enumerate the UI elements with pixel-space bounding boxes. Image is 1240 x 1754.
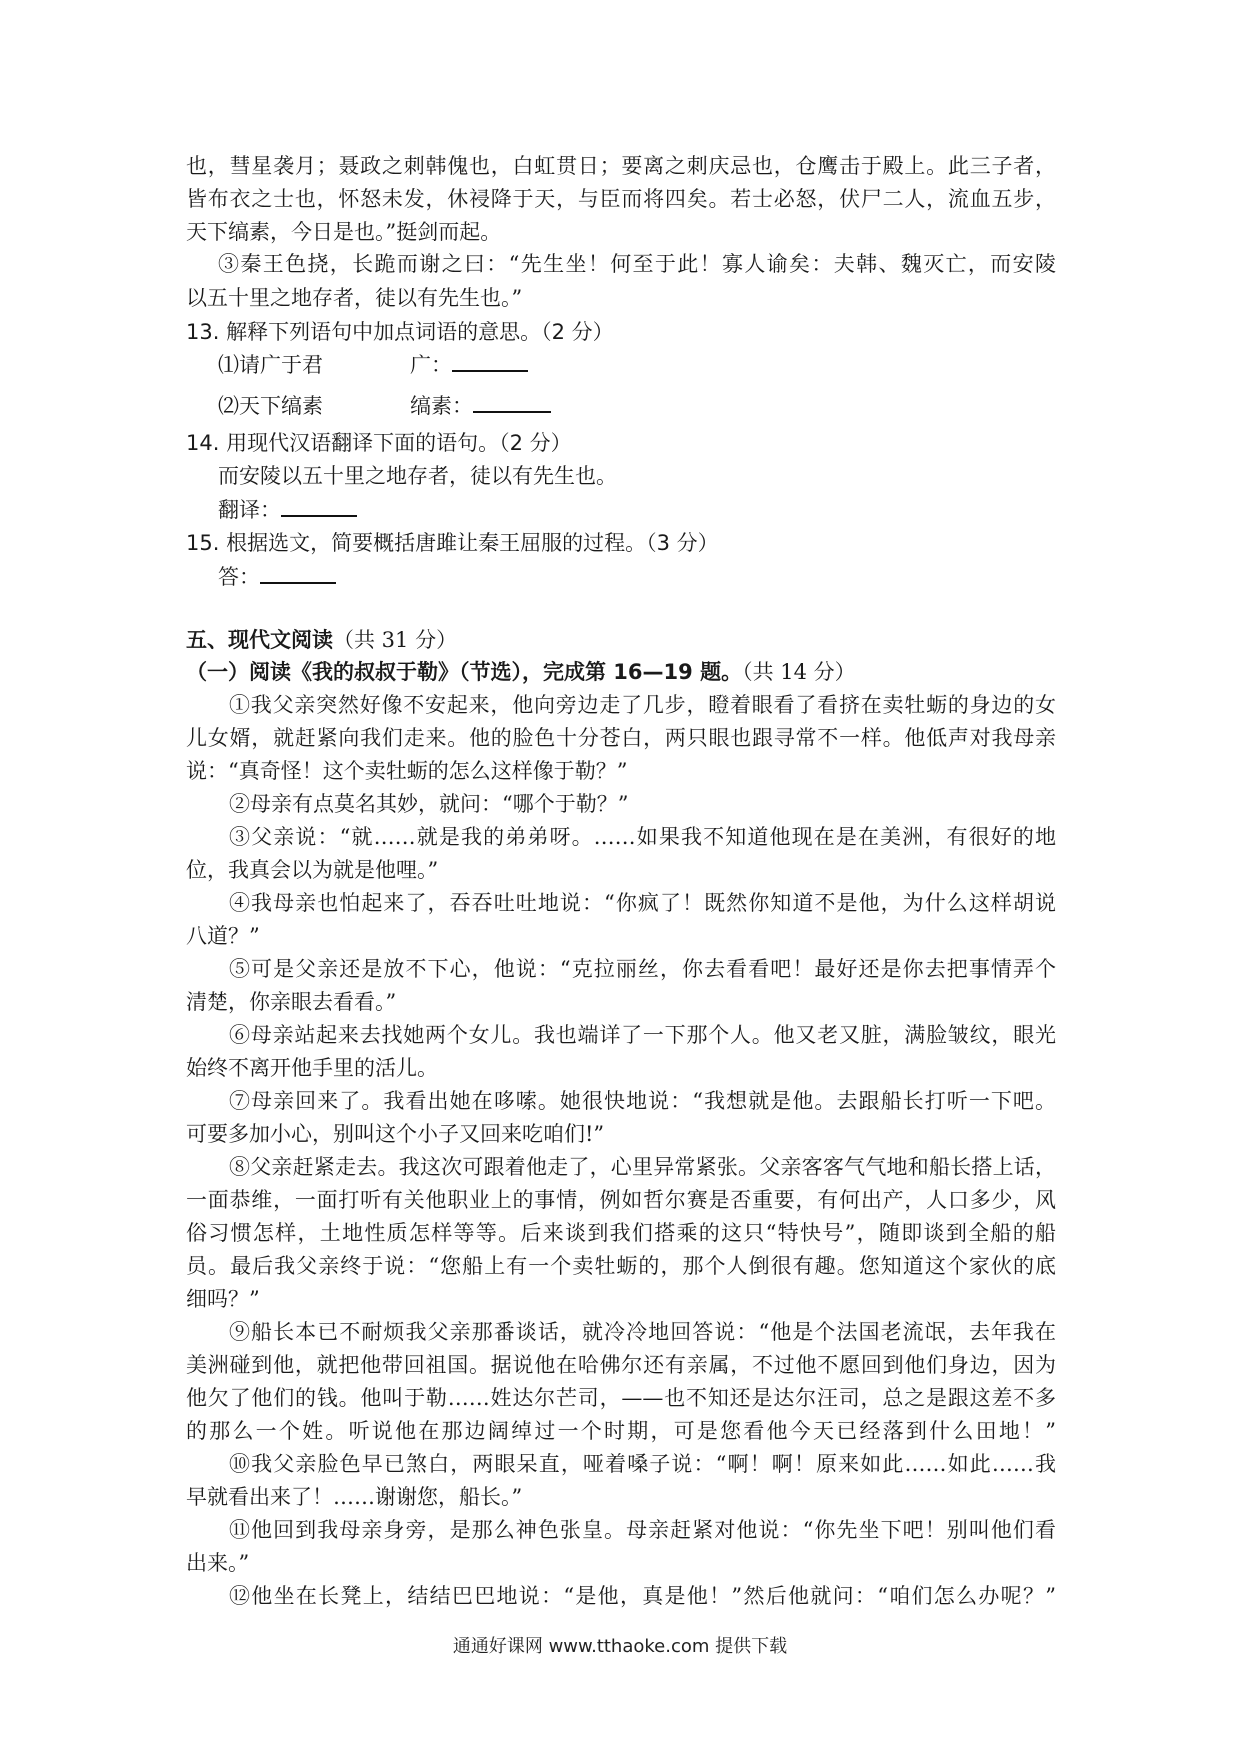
subsection-heading [186, 655, 856, 689]
passage-line: 天下缟素，今日是也。”挺剑而起。 [186, 220, 502, 244]
story-line: 清楚，你亲眼去看看。” [186, 990, 397, 1014]
story-line: 始终不离开他手里的活儿。 [186, 1056, 438, 1080]
question-15-answer [218, 560, 336, 594]
story-line: ⑪他回到我母亲身旁，是那么神色张皇。母亲赶紧对他说：“你先坐下吧！别叫他们看 [229, 1518, 1056, 1542]
story-line: 一面恭维，一面打听有关他职业上的事情，例如哲尔赛是否重要，有何出产，人口多少，风 [186, 1188, 1056, 1212]
question-15-title: 15. 根据选文，简要概括唐雎让秦王屈服的过程。（3 分） [186, 531, 719, 555]
story-line: ②母亲有点莫名其妙，就问：“哪个于勒？” [229, 792, 629, 816]
story-line: 早就看出来了！……谢谢您，船长。” [186, 1485, 523, 1509]
answer-label: 答： [218, 565, 260, 589]
section-points: （共 31 分） [333, 628, 458, 652]
question-13-item-2 [218, 389, 323, 423]
story-line: 可要多加小心，别叫这个小子又回来吃咱们!” [186, 1122, 605, 1146]
story-line: ⑩我父亲脸色早已煞白，两眼呆直，哑着嗓子说：“啊！啊！原来如此……如此……我 [229, 1452, 1056, 1476]
story-line: 美洲碰到他，就把他带回祖国。据说他在哈佛尔还有亲属，不过他不愿回到他们身边，因为 [186, 1353, 1056, 1377]
answer-label: 翻译： [218, 498, 281, 522]
answer-label: 广： [410, 353, 452, 377]
question-13-answer-1 [410, 348, 528, 382]
story-line: ⑥母亲站起来去找她两个女儿。我也端详了一下那个人。他又老又脏，满脸皱纹，眼光 [229, 1023, 1056, 1047]
page-footer: 通通好课网 www.tthaoke.com 提供下载 [452, 1636, 788, 1657]
item-text: ⑵天下缟素 [218, 394, 323, 418]
story-line: ④我母亲也怕起来了，吞吞吐吐地说：“你疯了！既然你知道不是他，为什么这样胡说 [229, 891, 1056, 915]
passage-line: 皆布衣之士也，怀怒未发，休祲降于天，与臣而将四矣。若士必怒，伏尸二人，流血五步， [186, 187, 1056, 211]
story-line: ⑫他坐在长凳上，结结巴巴地说：“是他，真是他！”然后他就问：“咱们怎么办呢？” [229, 1584, 1056, 1608]
story-line: 儿女婿，就赶紧向我们走来。他的脸色十分苍白，两只眼也跟寻常不一样。他低声对我母亲 [186, 726, 1056, 750]
passage-line: 以五十里之地存者，徒以有先生也。” [186, 286, 523, 310]
passage-line: 也，彗星袭月；聂政之刺韩傀也，白虹贯日；要离之刺庆忌也，仓鹰击于殿上。此三子者， [186, 154, 1056, 178]
section-title: 五、现代文阅读 [186, 628, 333, 652]
question-14-title: 14. 用现代汉语翻译下面的语句。（2 分） [186, 431, 572, 455]
subsection-points: （共 14 分） [742, 660, 856, 684]
question-13-item-1 [218, 348, 323, 382]
story-line: 说：“真奇怪！这个卖牡蛎的怎么这样像于勒？” [186, 759, 628, 783]
story-line: ⑤可是父亲还是放不下心，他说：“克拉丽丝，你去看看吧！最好还是你去把事情弄个 [229, 957, 1056, 981]
story-line: 俗习惯怎样，土地性质怎样等等。后来谈到我们搭乘的这只“特快号”，随即谈到全船的船 [186, 1221, 1056, 1245]
story-line: ⑧父亲赶紧走去。我这次可跟着他走了，心里异常紧张。父亲客客气气地和船长搭上话， [229, 1155, 1056, 1179]
question-14-answer [218, 493, 357, 527]
story-line: 的那么一个姓。听说他在那边阔绰过一个时期，可是您看他今天已经落到什么田地！” [186, 1419, 1056, 1443]
answer-blank[interactable] [281, 493, 357, 517]
story-line: ⑦母亲回来了。我看出她在哆嗦。她很快地说：“我想就是他。去跟船长打听一下吧。 [229, 1089, 1056, 1113]
subsection-title: （一）阅读《我的叔叔于勒》（节选），完成第 16—19 题。 [186, 660, 743, 684]
item-text: ⑴请广于君 [218, 353, 323, 377]
story-line: ①我父亲突然好像不安起来，他向旁边走了几步，瞪着眼看了看挤在卖牡蛎的身边的女 [229, 693, 1056, 717]
story-line: 出来。” [186, 1551, 250, 1575]
story-line: 员。最后我父亲终于说：“您船上有一个卖牡蛎的，那个人倒很有趣。您知道这个家伙的底 [186, 1254, 1056, 1278]
story-line: ⑨船长本已不耐烦我父亲那番谈话，就冷冷地回答说：“他是个法国老流氓，去年我在 [229, 1320, 1056, 1344]
question-14-sentence: 而安陵以五十里之地存者，徒以有先生也。 [218, 464, 617, 488]
section-heading [186, 623, 457, 657]
answer-label: 缟素： [410, 394, 473, 418]
answer-blank[interactable] [260, 560, 336, 584]
question-13-answer-2 [410, 389, 551, 423]
story-line: 他欠了他们的钱。他叫于勒……姓达尔芒司，——也不知还是达尔汪司，总之是跟这差不多 [186, 1386, 1056, 1410]
story-line: 八道？” [186, 924, 260, 948]
question-13-title: 13. 解释下列语句中加点词语的意思。（2 分） [186, 320, 614, 344]
story-line: 细吗？” [186, 1287, 260, 1311]
answer-blank[interactable] [473, 389, 551, 413]
story-line: 位，我真会以为就是他哩。” [186, 858, 439, 882]
story-line: ③父亲说：“就……就是我的弟弟呀。……如果我不知道他现在是在美洲，有很好的地 [229, 825, 1056, 849]
answer-blank[interactable] [452, 348, 528, 372]
passage-line: ③秦王色挠，长跪而谢之曰：“先生坐！何至于此！寡人谕矣：夫韩、魏灭亡，而安陵 [218, 252, 1056, 276]
